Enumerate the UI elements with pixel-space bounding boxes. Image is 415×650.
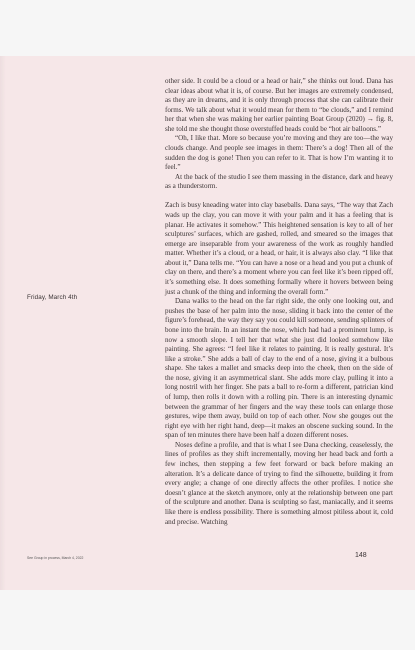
paragraph-5: Dana walks to the head on the far right side, the only one looking out, and pushes the base of her palm into the nose, sliding it back into the center of the figure’s forehead, the way they say you could kill someone, sending splinters of bone into the brain. In an instant the nose, which had had a prominent lump, is now a smooth slope. I tell her that what she just did looked somehow like painting. She agrees: “I feel like it relates to painting. It is really gestural. It’s like a stroke.” She adds a ball of clay to the end of a nose, giving it a bulbous shape. She takes a mallet and smacks deep into the cheek, then on the side of the nose, giving it an asymmetrical slant. She adds more clay, pulling it into a long nostril with her finger. She pats a ball to re-form a different, patrician kind of lump, then rolls it down with a rolling pin. There is an interesting dynamic between the grammar of her fingers and the way these tools can enlarge those gestures, wipe them away, build on top of each other. Now she gouges out the right eye with her right hand, deep—it makes an obscene sucking sound. In the span of ten minutes there have been half a dozen different noses.	[165, 297, 393, 440]
paragraph-3: At the back of the studio I see them massing in the distance, dark and heavy as a thunderstorm.	[165, 172, 393, 191]
paragraph-1: other side. It could be a cloud or a head or hair,” she thinks out loud. Dana has clear ideas about what it is, of course. But her images are extremely condensed, as they are in dreams, and it is only through process that she can calibrate their forms. We talk about what it would mean for them to “be clouds,” and I remind her that when she was making her earlier painting Boat Group (2020) → fig. 8, she told me she thought those overstuffed heads could be “hot air balloons.”	[165, 77, 393, 133]
book-page	[0, 56, 415, 590]
page-footer: See Group in process, March 4, 2022	[27, 556, 84, 560]
paragraph-4: Zach is busy kneading water into clay baseballs. Dana says, “The way that Zach wads up the clay, you can move it with your palm and it has a feeling that is planar. He activates it somehow.” This heightened sensation is key to all of her sculptures’ surfaces, which are gashed, rolled, and smeared so the images that emerge are inseparable from your awareness of the work as roughly handled matter. Whether it’s a cloud, or a head, or hair, it is always also clay. “I like that about it,” Dana tells me. “You can have a nose or a head and you put a chunk of clay on there, and there’s a moment where you can feel like it’s been ripped off, it’s something else. It does something formally where it hovers between being just a chunk of the thing and informing the overall form.”	[165, 201, 393, 296]
body-text-column	[165, 77, 393, 527]
page-number: 148	[355, 552, 367, 559]
date-heading: Friday, March 4th	[27, 294, 78, 301]
page-gutter-shadow	[0, 56, 6, 590]
paragraph-2: “Oh, I like that. More so because you’re moving and they are too—the way clouds change. And people see images in them: There’s a dog! Then all of the sudden the dog is gone! Then you can refer to it. That is how I’m wanting it to feel.”	[165, 134, 393, 172]
paragraph-6: Noses define a profile, and that is what I see Dana checking, ceaselessly, the lines of profiles as they shift incrementally, moving her head back and forth a few inches, then stepping a few feet forward or back before making an alteration. It’s a delicate dance of trying to find the silhouette, building it from every angle; a change of one directly affects the other profiles. I notice she doesn’t glance at the sketch anymore, only at the relationship between one part of the sculpture and another. Dana is sculpting so fast, maniacally, and it seems like there is endless possibility. There is something almost pitiless about it, cold and precise. Watching	[165, 440, 393, 526]
